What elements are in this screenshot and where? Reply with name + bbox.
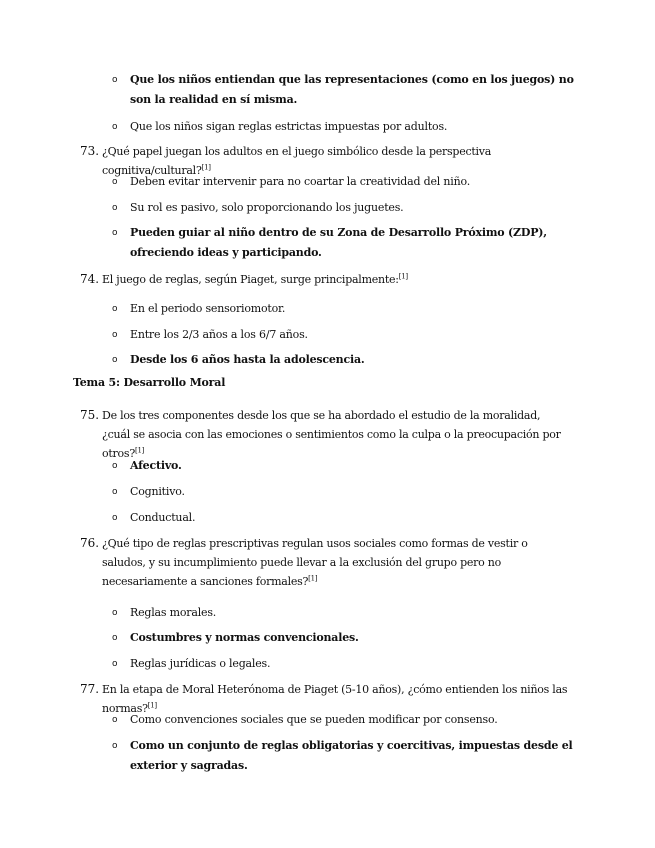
option-text: Su rol es pasivo, solo proporcionando los juguetes. bbox=[130, 201, 404, 214]
question-text: En la etapa de Moral Heterónoma de Piaget (5-10 años), ¿cómo entienden los niños las normas? bbox=[102, 683, 568, 715]
option-text: Que los niños sigan reglas estrictas impuestas por adultos. bbox=[130, 120, 448, 133]
q76-option-2 bbox=[112, 628, 587, 648]
option-text: Afectivo. bbox=[130, 459, 182, 472]
question-number: 76. bbox=[80, 536, 100, 550]
bullet-icon: o bbox=[112, 304, 118, 314]
option-text: Que los niños entiendan que las representaciones (como en los juegos) no son la realidad en sí misma. bbox=[130, 73, 574, 106]
question-76 bbox=[80, 534, 570, 591]
q74-option-1 bbox=[112, 299, 587, 319]
option-text: Conductual. bbox=[130, 511, 196, 524]
option-text: Reglas jurídicas o legales. bbox=[130, 657, 271, 670]
bullet-icon: o bbox=[112, 330, 118, 340]
q72-option-2 bbox=[112, 117, 587, 137]
question-text: ¿Qué tipo de reglas prescriptivas regulan usos sociales como formas de vestir o saludos, y su incumplimiento puede llevar a la exclusión del grupo pero no necesariamente a sanciones formales? bbox=[102, 537, 528, 588]
reference-link[interactable]: [1] bbox=[308, 574, 318, 583]
q75-option-2 bbox=[112, 482, 587, 502]
bullet-icon: o bbox=[112, 513, 118, 523]
reference-link[interactable]: [1] bbox=[398, 272, 408, 281]
reference-link[interactable]: [1] bbox=[147, 701, 157, 710]
bullet-icon: o bbox=[112, 659, 118, 669]
bullet-icon: o bbox=[112, 487, 118, 497]
q72-option-1 bbox=[112, 70, 587, 110]
bullet-icon: o bbox=[112, 608, 118, 618]
option-text: Como convenciones sociales que se pueden modificar por consenso. bbox=[130, 713, 498, 726]
bullet-icon: o bbox=[112, 461, 118, 471]
q73-option-1 bbox=[112, 172, 587, 192]
question-74 bbox=[80, 270, 570, 289]
option-text: Desde los 6 años hasta la adolescencia. bbox=[130, 353, 365, 366]
question-text: De los tres componentes desde los que se ha abordado el estudio de la moralidad, ¿cuál se asocia con las emociones o sentimientos como la culpa o la preocupación por otros? bbox=[102, 409, 561, 460]
reference-link[interactable]: [1] bbox=[134, 446, 145, 455]
bullet-icon: o bbox=[112, 633, 118, 643]
q76-option-3 bbox=[112, 654, 587, 674]
option-text: Cognitivo. bbox=[130, 485, 185, 498]
bullet-icon: o bbox=[112, 75, 118, 85]
q76-option-1 bbox=[112, 603, 587, 623]
question-number: 73. bbox=[80, 144, 100, 158]
q74-option-3 bbox=[112, 350, 587, 370]
q77-option-2 bbox=[112, 736, 587, 776]
bullet-icon: o bbox=[112, 741, 118, 751]
option-text: Pueden guiar al niño dentro de su Zona de Desarrollo Próximo (ZDP), ofreciendo ideas y participando. bbox=[130, 226, 547, 259]
option-text: Reglas morales. bbox=[130, 606, 217, 619]
q77-option-1 bbox=[112, 710, 587, 730]
q73-option-2 bbox=[112, 198, 587, 218]
bullet-icon: o bbox=[112, 122, 118, 132]
option-text: En el periodo sensoriomotor. bbox=[130, 302, 286, 315]
bullet-icon: o bbox=[112, 715, 118, 725]
question-75 bbox=[80, 406, 570, 463]
q75-option-3 bbox=[112, 508, 587, 528]
bullet-icon: o bbox=[112, 177, 118, 187]
q73-option-3 bbox=[112, 223, 587, 263]
reference-link[interactable]: [1] bbox=[201, 163, 211, 172]
bullet-icon: o bbox=[112, 355, 118, 365]
q74-option-2 bbox=[112, 325, 587, 345]
question-number: 74. bbox=[80, 272, 100, 286]
option-text: Como un conjunto de reglas obligatorias y coercitivas, impuestas desde el exterior y sagradas. bbox=[130, 739, 573, 772]
bullet-icon: o bbox=[112, 228, 118, 238]
question-number: 75. bbox=[80, 408, 100, 422]
question-text: ¿Qué papel juegan los adultos en el juego simbólico desde la perspectiva cognitiva/cultural? bbox=[102, 145, 492, 177]
bullet-icon: o bbox=[112, 203, 118, 213]
q75-option-1 bbox=[112, 456, 587, 476]
option-text: Costumbres y normas convencionales. bbox=[130, 631, 359, 644]
option-text: Deben evitar intervenir para no coartar la creatividad del niño. bbox=[130, 175, 471, 188]
question-text: El juego de reglas, según Piaget, surge principalmente: bbox=[102, 273, 399, 286]
option-text: Entre los 2/3 años a los 6/7 años. bbox=[130, 328, 308, 341]
question-number: 77. bbox=[80, 682, 100, 696]
section-heading: Tema 5: Desarrollo Moral bbox=[73, 376, 226, 389]
